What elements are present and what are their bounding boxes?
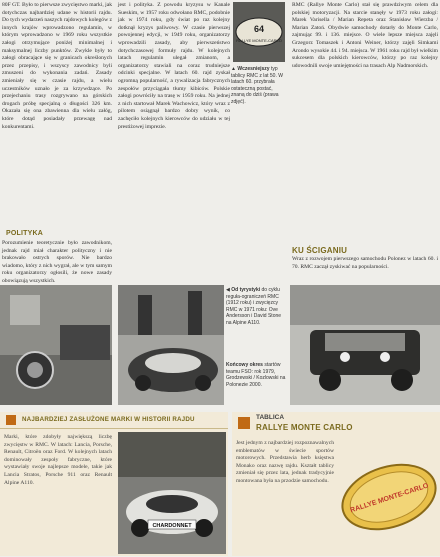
plate-text-small: RALLYE MONTE-CARLO: [236, 38, 282, 43]
caption-arrow-icon: ◀: [226, 287, 232, 293]
col4-text: RMC (Rallye Monte Carlo) stał się prawdziwym celem dla polskiej motoryzacji. Na starcie stanęły w 1973 roku załogi: Marek Varisella / Marian Repeta oraz Stanisław Wierzba / Marian Zatoń. Obydwie samochody dotarły do Monte Carlo, zajmując 99. i 136. miejsce. O wiele lepsze miejsca zajęli Grzegorz Tomaszek i Antoni Weiner, którzy zajęli Simkami Arondo wysokie 44. i 94. miejsca. W 1961 roku rajd był wielkim sukcesem dla polskich kierowców, którzy po raz kolejny udowodnili swoje umiejętności na trasach Alp Nadmorskich.: [292, 2, 438, 69]
plate-large-text: RALLYE MONTE-CARLO: [349, 482, 430, 515]
box-plate-title: RALLYE MONTE CARLO: [256, 423, 353, 432]
photo-stratos: [118, 432, 226, 554]
plate-caption: [231, 66, 287, 106]
plate-photo: [233, 2, 285, 62]
caption-right-bottom: [226, 362, 286, 388]
plate-illustration: [233, 2, 285, 62]
caption-right-bottom-title: Końcowy okres: [226, 362, 263, 368]
col1-text-top: 80F GT. Było to pierwsze zwycięstwo marki, jak dotychczas najbardziej udane w historii rajdu. Do tych wydarzeń naszych rajdowych kolegów z innych krajów wprowadzono regulamin, w którym wprowadzono w 1969 roku wszystkie załogi otrzymujące poniżej minimalnej i maksymalnej liczby punktów. Zwykle były to załogi obracające się w granicach określonych przez przepisy, i wszyscy zawodnicy byli zmuszeni do wykonania zadań. Zasady zmieniały się w czasie rajdu, a wielu uczestników uznało je za krzywdzące. Po przejechaniu trasy rozgrywano na górskich drogach próbę specjalną o długości 326 km. Okazała się ona zbawienna dla wielu załóg, które dotąd posiadały przewagę nad konkurentami.: [2, 2, 112, 130]
plate-caption-title: Wczesniejszy: [237, 66, 270, 72]
box-plate-label: TABLICA: [256, 414, 285, 421]
plate-caption-body: typ tablicy RMC z lat 50. W latach 60. przybrała ostateczną postać, znaną do dziś (prawa zdjęć).: [231, 66, 283, 105]
caption-arrow-icon: ▲: [231, 66, 238, 72]
box-brands-title: NAJBARDZIEJ ZASŁUŻONE MARKI W HISTORII RAJDU: [22, 416, 195, 423]
box-brands: [0, 412, 228, 556]
caption-right-top-title: Od tyrystyki: [231, 287, 261, 293]
box-brands-header: [0, 412, 228, 429]
flag-icon: [6, 415, 16, 425]
col1-section-head: POLITYKA: [6, 230, 43, 237]
box-plate-header: [232, 412, 440, 436]
photo-vintage-car: [0, 285, 112, 405]
caption-right-top-body: do cyklu reguła-ograniczeń RMC (1912 roku) i zwycięzcy RMC w 1971 roku: Ove Andersson i David Stone na Alpine A110.: [226, 287, 282, 326]
col4-text-bottom: Wraz z rozwojem pierwszego samochodu Polonez w latach 60. i 70. RMC zaczął zyskiwać na popularności.: [292, 256, 438, 270]
plate-illustration-large: [340, 442, 438, 552]
box-brands-text: Marki, które zdobyły największą liczbę zwycięstw w RMC. W latach: Lancia, Porsche, Renault, Citroën oraz Ford. W kolejnych latach dominowały zespoły fabryczne, które wystawiały swoje najlepsze modele, takie jak Lancia Stratos, Porsche 911 oraz Renault Alpine A110.: [4, 434, 112, 486]
caption-right-top: [226, 287, 286, 327]
box-plate: [232, 412, 440, 556]
car-name-label: CHARDONNET: [152, 523, 192, 529]
caption-right-bottom-body: startów teamu FSO: rok 1979, Grodzewski / Kozlowski na Polonezie 2000.: [226, 362, 286, 388]
plate-number: 64: [253, 24, 265, 34]
col2-text: jest i polityka. Z powodu kryzysu w Kanale Sueskim, w 1957 roku odwołano RMC, podobnie jak w 1974 roku, gdy świat po raz kolejny dotknął kryzys paliwowy. W czasie pierwszej powojennej edycji, w 1949 roku, organizatorzy wprowadzili zasady, aby pierwszeństwo dotychczasowej formuły rajdu. W kolejnych latach regulamin ulegał zmianom, a organizatorzy stawiali na coraz trudniejsze odcinki specjalne. W latach 60. rajd zyskał ogromną popularność, a rywalizacja fabrycznych zespołów przyciągała tłumy kibiców. Polskie załogi powróciły na trasę w 1959 roku. Na jednej z nich startował Marek Wachowicz, który wraz z pilotem osiągnął bardzo dobry wynik, co zachęciło kolejnych kierowców do udziału w tej prestiżowej imprezie.: [118, 2, 230, 130]
box-plate-text: Jest jednym z najbardziej rozpoznawalnych emblematów w świecie sportów motorowych. Przedstawia herb księstwa Monako oraz nazwę rajdu. Kształt tablicy zmieniał się przez lata, jednak tradycyjnie montowana była na przodzie samochodu.: [236, 440, 334, 484]
col4-section-head: KU ŚCIGANIU: [292, 246, 348, 255]
col1-text-bottom: Porozumienie teoretycznie było zawodnikom, jednak rajd miał charakter polityczny i nie brakowało ostrych sporów. Nie bardzo wiadomo, który z nich wygrał, ale w tym samym roku organizatorzy ogłosili, że nowe zasady obowiązują wszystkich.: [2, 240, 112, 284]
photo-polonez-car: [290, 285, 440, 405]
plate-icon: [238, 417, 250, 429]
photo-alpine-car: [118, 285, 224, 405]
